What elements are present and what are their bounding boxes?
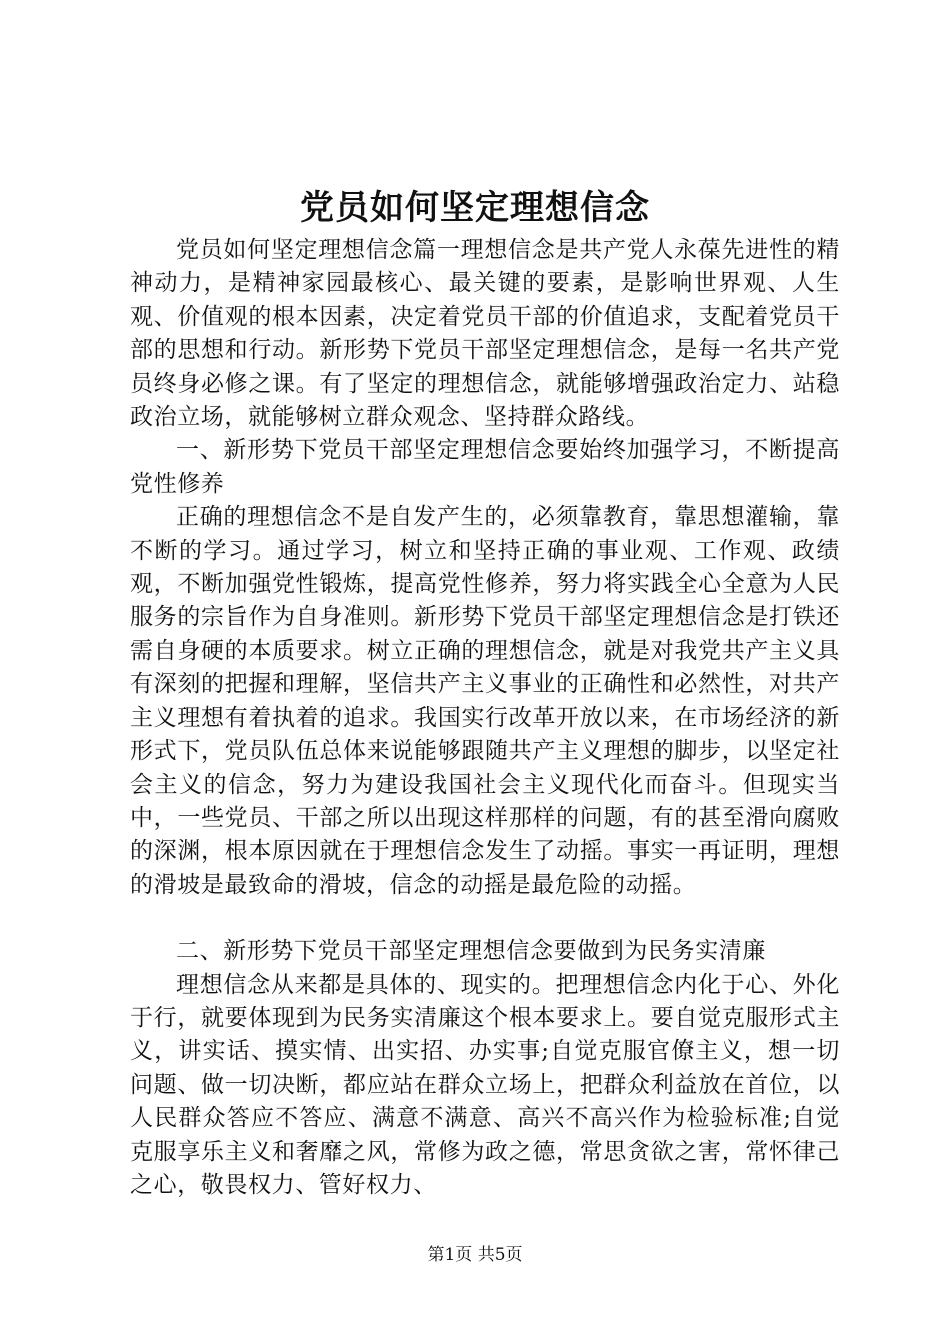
- paragraph-section-1: 正确的理想信念不是自发产生的，必须靠教育，靠思想灌输，靠不断的学习。通过学习，树立和坚持正确的事业观、工作观、政绩观，不断加强党性锻炼，提高党性修养，努力将实践全心全意为人民服务的宗旨作为自身准则。新形势下党员干部坚定理想信念是打铁还需自身硬的本质要求。树立正确的理想信念，就是对我党共产主义具有深刻的把握和理解，坚信共产主义事业的正确性和必然性，对共产主义理想有着执着的追求。我国实行改革开放以来，在市场经济的新形式下，党员队伍总体来说能够跟随共产主义理想的脚步，以坚定社会主义的信念，努力为建设我国社会主义现代化而奋斗。但现实当中，一些党员、干部之所以出现这样那样的问题，有的甚至滑向腐败的深渊，根本原因就在于理想信念发生了动摇。事实一再证明，理想的滑坡是最致命的滑坡，信念的动摇是最危险的动摇。: [130, 504, 840, 898]
- paragraph-section-2: 理想信念从来都是具体的、现实的。把理想信念内化于心、外化于行，就要体现到为民务实清廉这个根本要求上。要自觉克服形式主义，讲实话、摸实情、出实招、办实事;自觉克服官僚主义，想一切问题、做一切决断，都应站在群众立场上，把群众利益放在首位，以人民群众答应不答应、满意不满意、高兴不高兴作为检验标准;自觉克服享乐主义和奢靡之风，常修为政之德，常思贪欲之害，常怀律己之心，敬畏权力、管好权力、: [130, 971, 840, 1198]
- section-heading-1: 一、新形势下党员干部坚定理想信念要始终加强学习，不断提高党性修养: [130, 437, 840, 497]
- paragraph-intro: 党员如何坚定理想信念篇一理想信念是共产党人永葆先进性的精神动力，是精神家园最核心、最关键的要素，是影响世界观、人生观、价值观的根本因素，决定着党员干部的价值追求，支配着党员干部的思想和行动。新形势下党员干部坚定理想信念，是每一名共产党员终身必修之课。有了坚定的理想信念，就能够增强政治定力、站稳政治立场，就能够树立群众观念、坚持群众路线。: [130, 237, 840, 431]
- page-footer: 第1页 共5页: [427, 1245, 523, 1265]
- document-body: [130, 234, 840, 1202]
- section-heading-2: 二、新形势下党员干部坚定理想信念要做到为民务实清廉: [176, 938, 766, 965]
- document-title: 党员如何坚定理想信念: [300, 188, 650, 228]
